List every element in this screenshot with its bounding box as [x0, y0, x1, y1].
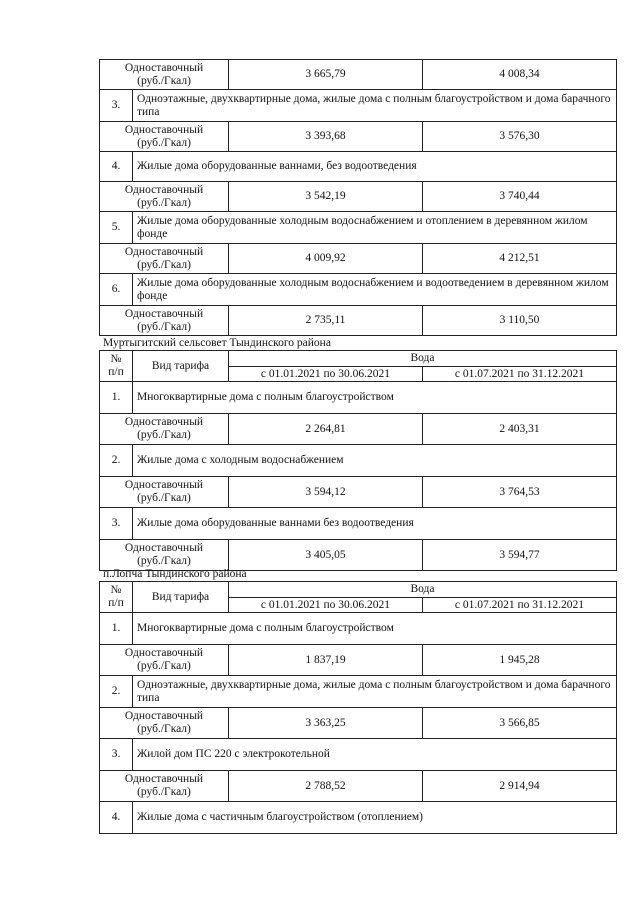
tariff-value-period-1: 3 665,79 — [229, 60, 423, 90]
table-header-row — [100, 351, 617, 382]
tariff-row — [100, 122, 617, 152]
row-number: 2. — [100, 676, 133, 708]
row-number: 1. — [100, 613, 133, 645]
tariff-label: Одноставочный (руб./Гкал) — [100, 306, 229, 336]
category-row — [100, 445, 617, 477]
tariff-table-murtygit — [99, 350, 617, 571]
tariff-value-period-1: 2 788,52 — [229, 771, 423, 802]
tariff-value-period-2: 3 576,30 — [423, 122, 617, 152]
table-header-row — [100, 582, 617, 613]
header-period-2: с 01.07.2021 по 31.12.2021 — [422, 598, 616, 612]
tariff-label: Одноставочный (руб./Гкал) — [100, 60, 229, 90]
row-number: 1. — [100, 382, 133, 414]
tariff-label: Одноставочный (руб./Гкал) — [100, 244, 229, 274]
category-description: Многоквартирные дома с полным благоустройством — [133, 382, 617, 414]
tariff-row — [100, 306, 617, 336]
category-description: Одноэтажные, двухквартирные дома, жилые дома с полным благоустройством и дома барачного типа — [133, 676, 617, 708]
header-water: Вода — [229, 582, 616, 598]
tariff-value-period-2: 1 945,28 — [423, 645, 617, 676]
row-number: 4. — [100, 802, 133, 834]
category-description: Жилые дома оборудованные ваннами без водоотведения — [133, 508, 617, 540]
row-number: 4. — [100, 152, 133, 182]
tariff-value-period-1: 2 735,11 — [229, 306, 423, 336]
category-description: Одноэтажные, двухквартирные дома, жилые дома с полным благоустройством и дома барачного типа — [133, 90, 617, 122]
row-number: 6. — [100, 274, 133, 306]
header-water-periods — [229, 351, 617, 382]
tariff-row — [100, 182, 617, 212]
category-row — [100, 274, 617, 306]
category-description: Жилые дома оборудованные холодным водоснабжением и отоплением в деревянном жилом фонде — [133, 212, 617, 244]
tariff-label: Одноставочный (руб./Гкал) — [100, 540, 229, 571]
tariff-value-period-2: 2 914,94 — [423, 771, 617, 802]
tariff-value-period-2: 3 110,50 — [423, 306, 617, 336]
tariff-table-continued — [99, 59, 617, 336]
tariff-row — [100, 540, 617, 571]
section-title-lopcha: п.Лопча Тындинского района — [103, 568, 247, 580]
row-number: 3. — [100, 90, 133, 122]
header-tariff-kind: Вид тарифа — [133, 351, 229, 382]
category-row — [100, 739, 617, 771]
category-description: Жилые дома оборудованные холодным водоснабжением и водоотведением в деревянном жилом фонде — [133, 274, 617, 306]
tariff-row — [100, 477, 617, 508]
tariff-value-period-1: 3 542,19 — [229, 182, 423, 212]
tariff-row — [100, 60, 617, 90]
category-description: Жилые дома с холодным водоснабжением — [133, 445, 617, 477]
tariff-value-period-2: 3 764,53 — [423, 477, 617, 508]
tariff-value-period-2: 3 594,77 — [423, 540, 617, 571]
header-periods — [229, 598, 616, 612]
category-row — [100, 802, 617, 834]
tariff-value-period-1: 4 009,92 — [229, 244, 423, 274]
row-number: 2. — [100, 445, 133, 477]
tariff-value-period-2: 4 008,34 — [423, 60, 617, 90]
category-row — [100, 613, 617, 645]
category-description: Жилые дома оборудованные ваннами, без водоотведения — [133, 152, 617, 182]
tariff-label: Одноставочный (руб./Гкал) — [100, 708, 229, 739]
header-tariff-kind: Вид тарифа — [133, 582, 229, 613]
tariff-label: Одноставочный (руб./Гкал) — [100, 122, 229, 152]
category-row — [100, 508, 617, 540]
row-number: 3. — [100, 508, 133, 540]
tariff-value-period-1: 3 363,25 — [229, 708, 423, 739]
tariff-label: Одноставочный (руб./Гкал) — [100, 771, 229, 802]
row-number: 3. — [100, 739, 133, 771]
tariff-row — [100, 645, 617, 676]
category-description: Жилой дом ПС 220 с электрокотельной — [133, 739, 617, 771]
header-water: Вода — [229, 351, 616, 367]
tariff-label: Одноставочный (руб./Гкал) — [100, 182, 229, 212]
header-period-2: с 01.07.2021 по 31.12.2021 — [422, 367, 616, 381]
tariff-value-period-1: 2 264,81 — [229, 414, 423, 445]
tariff-value-period-1: 3 393,68 — [229, 122, 423, 152]
category-description: Многоквартирные дома с полным благоустройством — [133, 613, 617, 645]
header-water-periods — [229, 582, 617, 613]
tariff-label: Одноставочный (руб./Гкал) — [100, 645, 229, 676]
tariff-value-period-2: 3 566,85 — [423, 708, 617, 739]
tariff-label: Одноставочный (руб./Гкал) — [100, 414, 229, 445]
tariff-row — [100, 771, 617, 802]
tariff-value-period-1: 1 837,19 — [229, 645, 423, 676]
category-row — [100, 90, 617, 122]
tariff-value-period-2: 3 740,44 — [423, 182, 617, 212]
row-number: 5. — [100, 212, 133, 244]
tariff-value-period-2: 4 212,51 — [423, 244, 617, 274]
category-row — [100, 382, 617, 414]
header-number: № п/п — [100, 351, 133, 382]
header-period-1: с 01.01.2021 по 30.06.2021 — [260, 599, 391, 611]
header-period-1: с 01.01.2021 по 30.06.2021 — [260, 368, 391, 380]
category-row — [100, 152, 617, 182]
tariff-row — [100, 244, 617, 274]
section-title-murtygit: Муртыгитский сельсовет Тындинского района — [103, 337, 331, 349]
tariff-table-lopcha — [99, 581, 617, 834]
header-periods — [229, 367, 616, 381]
header-number: № п/п — [100, 582, 133, 613]
category-row — [100, 212, 617, 244]
category-description: Жилые дома с частичным благоустройством (отоплением) — [133, 802, 617, 834]
tariff-value-period-1: 3 594,12 — [229, 477, 423, 508]
category-row — [100, 676, 617, 708]
tariff-label: Одноставочный (руб./Гкал) — [100, 477, 229, 508]
tariff-row — [100, 708, 617, 739]
tariff-row — [100, 414, 617, 445]
tariff-value-period-2: 2 403,31 — [423, 414, 617, 445]
tariff-value-period-1: 3 405,05 — [229, 540, 423, 571]
